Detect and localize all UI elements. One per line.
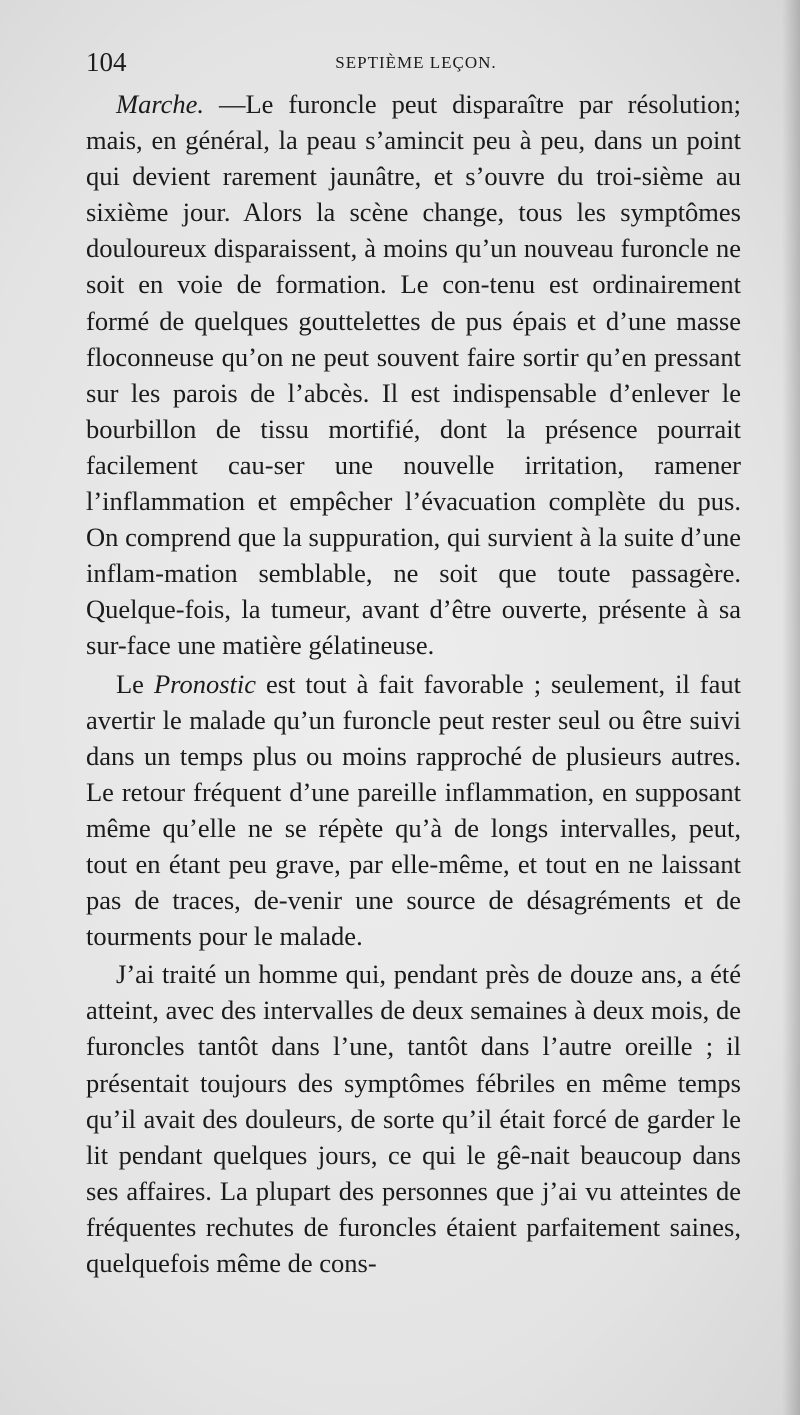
paragraph-case-report [86,956,741,1281]
section-lead-marche: Marche. [116,89,205,119]
paragraph-lead-text: Le [116,668,154,699]
page-number: 104 [86,47,127,77]
section-lead-pronostic: Pronostic [153,668,257,699]
paragraph-text: J’ai traité un homme qui, pendant près de douze ans, a été atteint, avec des intervalles de deux semaines à deux mois, de furoncles tantôt dans l’une, tantôt dans l’autre oreille ; il présentait toujours des symptômes fébriles en même temps qu’il avait des douleurs, de sorte qu’il était forcé de garder le lit pendant quelques jours, ce qui le gê-nait beaucoup dans ses affaires. La plupart des personnes que j’ai vu atteintes de fréquentes rechutes de furoncles étaient parfaitement saines, quelquefois même de cons- [86,959,741,1278]
paragraph-text: —Le furoncle peut disparaître par résolution; mais, en général, la peau s’amincit peu à peu, dans un point qui devient rarement jaunâtre, et s’ouvre du troi-sième au sixième jour. Alors la scène change, tous les symptômes douloureux disparaissent, à moins qu’un nouveau furoncle ne soit en voie de formation. Le con-tenu est ordinairement formé de quelques gouttelettes de pus épais et d’une masse floconneuse qu’on ne peut souvent faire sortir qu’en pressant sur les parois de l’abcès. Il est indispensable d’enlever le bourbillon de tissu mortifié, dont la présence pourrait facilement cau-ser une nouvelle irritation, ramener l’inflammation et empêcher l’évacuation complète du pus. On comprend que la suppuration, qui survient à la suite d’une inflam-mation semblable, ne soit que toute passagère. Quelque-fois, la tumeur, avant d’être ouverte, présente à sa sur-face une matière gélatineuse. [86,89,741,661]
running-title: SEPTIÈME LEÇON. [335,53,497,72]
paragraph-text: est tout à fait favorable ; seulement, il faut avertir le malade qu’un furoncle peut rester seul ou être suivi dans un temps plus ou moins rapproché de plusieurs autres. Le retour fréquent d’une pareille inflammation, en supposant même qu’elle ne se répète qu’à de longs intervalles, peut, tout en étant peu grave, par elle-même, et tout en ne laissant pas de traces, de-venir une source de désagréments et de tourments pour le malade. [86,668,741,952]
paragraph-marche [86,86,741,664]
page-header [86,44,746,80]
paragraph-pronostic [86,666,741,955]
body-text [86,86,741,1281]
